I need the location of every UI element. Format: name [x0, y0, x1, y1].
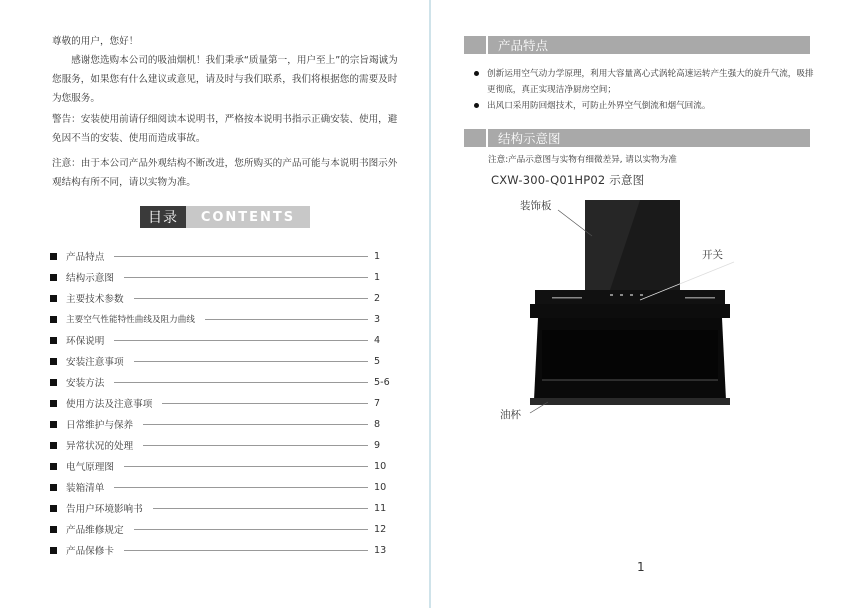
toc-item [50, 333, 390, 347]
toc-leader-line [134, 529, 368, 530]
toc-item-page: 1 [374, 271, 381, 283]
toc-item-page: 4 [374, 334, 381, 346]
heading-accent [464, 129, 488, 147]
page-number: 1 [637, 560, 645, 574]
square-bullet-icon [50, 526, 57, 533]
toc-item-label: 电气原理图 [66, 462, 114, 473]
toc-item [50, 501, 390, 515]
toc-leader-line [114, 382, 368, 383]
feature-item [474, 66, 814, 98]
toc-item-label: 产品维修规定 [66, 525, 124, 536]
toc-item [50, 396, 390, 410]
toc-title [140, 206, 310, 228]
toc-leader-line [124, 550, 368, 551]
square-bullet-icon [50, 253, 57, 260]
square-bullet-icon [50, 421, 57, 428]
notice-paragraph: 注意：由于本公司产品外观结构不断改进，您所购买的产品可能与本说明书图示外观结构有所不同，请以实物为准。 [52, 158, 398, 188]
toc-item-page: 1 [374, 250, 381, 262]
toc-item-label: 主要技术参数 [66, 294, 124, 305]
features-heading-bar [464, 36, 810, 54]
toc-item-label: 产品保修卡 [66, 546, 114, 557]
toc-item [50, 417, 390, 431]
toc-item-label: 日常维护与保养 [66, 420, 134, 431]
square-bullet-icon [50, 379, 57, 386]
toc-item [50, 438, 390, 452]
toc-item-page: 10 [374, 460, 387, 472]
structure-heading: 结构示意图 [498, 131, 561, 146]
toc-item [50, 375, 390, 389]
bullet-icon [474, 71, 479, 76]
toc-item-label: 安装注意事项 [66, 357, 124, 368]
toc-item [50, 291, 390, 305]
heading-accent [464, 36, 488, 54]
toc-item-page: 2 [374, 292, 381, 304]
callout-oil-cup: 油杯 [500, 409, 521, 421]
toc-item-page: 9 [374, 439, 381, 451]
toc-item-page: 11 [374, 502, 387, 514]
toc-item-label: 产品特点 [66, 252, 105, 263]
toc-item [50, 459, 390, 473]
toc-item-label: 环保说明 [66, 336, 105, 347]
square-bullet-icon [50, 442, 57, 449]
toc-leader-line [134, 298, 368, 299]
feature-text: 创新运用空气动力学原理，利用大容量离心式涡轮高速运转产生强大的旋升气流，吸排更彻底，真正实现洁净厨房空间； [487, 69, 814, 95]
feature-text: 出风口采用防回烟技术，可防止外界空气倒流和烟气回流。 [487, 101, 711, 111]
toc-item-page: 5 [374, 355, 381, 367]
toc-item-label: 结构示意图 [66, 273, 114, 284]
square-bullet-icon [50, 274, 57, 281]
intro-paragraph: 感谢您选购本公司的吸油烟机！我们秉承“质量第一，用户至上”的宗旨竭诚为您服务，如果您有什么建议或意见，请及时与我们联系，我们将根据您的需要及时为您服务。 [52, 55, 398, 104]
toc-leader-line [124, 466, 368, 467]
toc-item [50, 270, 390, 284]
toc-item [50, 249, 390, 263]
toc-item-page: 8 [374, 418, 381, 430]
toc-item [50, 312, 390, 326]
toc-item [50, 522, 390, 536]
toc-leader-line [143, 445, 368, 446]
toc-leader-line [162, 403, 368, 404]
toc-item-label: 告用户环境影响书 [66, 504, 143, 515]
toc-leader-line [114, 340, 368, 341]
square-bullet-icon [50, 337, 57, 344]
square-bullet-icon [50, 463, 57, 470]
toc-leader-line [134, 361, 368, 362]
range-hood-illustration [490, 190, 790, 430]
bullet-icon [474, 103, 479, 108]
toc-leader-line [114, 256, 368, 257]
toc-leader-line [205, 319, 368, 320]
toc-leader-line [114, 487, 368, 488]
square-bullet-icon [50, 295, 57, 302]
square-bullet-icon [50, 547, 57, 554]
toc-leader-line [124, 277, 368, 278]
square-bullet-icon [50, 505, 57, 512]
toc-item-page: 7 [374, 397, 381, 409]
square-bullet-icon [50, 316, 57, 323]
toc-item-label: 主要空气性能特性曲线及阻力曲线 [66, 315, 195, 325]
toc-leader-line [153, 508, 368, 509]
square-bullet-icon [50, 400, 57, 407]
callout-panel: 装饰板 [520, 200, 552, 212]
square-bullet-icon [50, 484, 57, 491]
toc-item [50, 480, 390, 494]
feature-item [474, 98, 814, 114]
toc-title-cn: 目录 [140, 206, 186, 228]
features-heading: 产品特点 [498, 38, 549, 53]
toc-item-label: 安装方法 [66, 378, 105, 389]
toc-leader-line [143, 424, 368, 425]
square-bullet-icon [50, 358, 57, 365]
toc-item-page: 10 [374, 481, 387, 493]
structure-note: 注意:产品示意图与实物有细微差异, 请以实物为准 [488, 155, 677, 165]
toc-item-label: 使用方法及注意事项 [66, 399, 153, 410]
toc-title-en: CONTENTS [186, 206, 310, 228]
toc-item-label: 异常状况的处理 [66, 441, 134, 452]
toc-item [50, 543, 390, 557]
callout-switch: 开关 [702, 249, 723, 261]
greeting: 尊敬的用户，您好！ [52, 36, 139, 47]
toc-item-page: 5-6 [374, 376, 390, 388]
toc-item-page: 12 [374, 523, 387, 535]
oil-cup [530, 398, 730, 405]
toc-item-page: 3 [374, 313, 381, 325]
toc-item-page: 13 [374, 544, 387, 556]
toc-item [50, 354, 390, 368]
structure-heading-bar [464, 129, 810, 147]
toc-item-label: 装箱清单 [66, 483, 105, 494]
warning-paragraph: 警告：安装使用前请仔细阅读本说明书，严格按本说明书指示正确安装、使用，避免因不当的安装、使用而造成事故。 [52, 114, 398, 144]
model-caption: CXW-300-Q01HP02 示意图 [491, 173, 645, 187]
